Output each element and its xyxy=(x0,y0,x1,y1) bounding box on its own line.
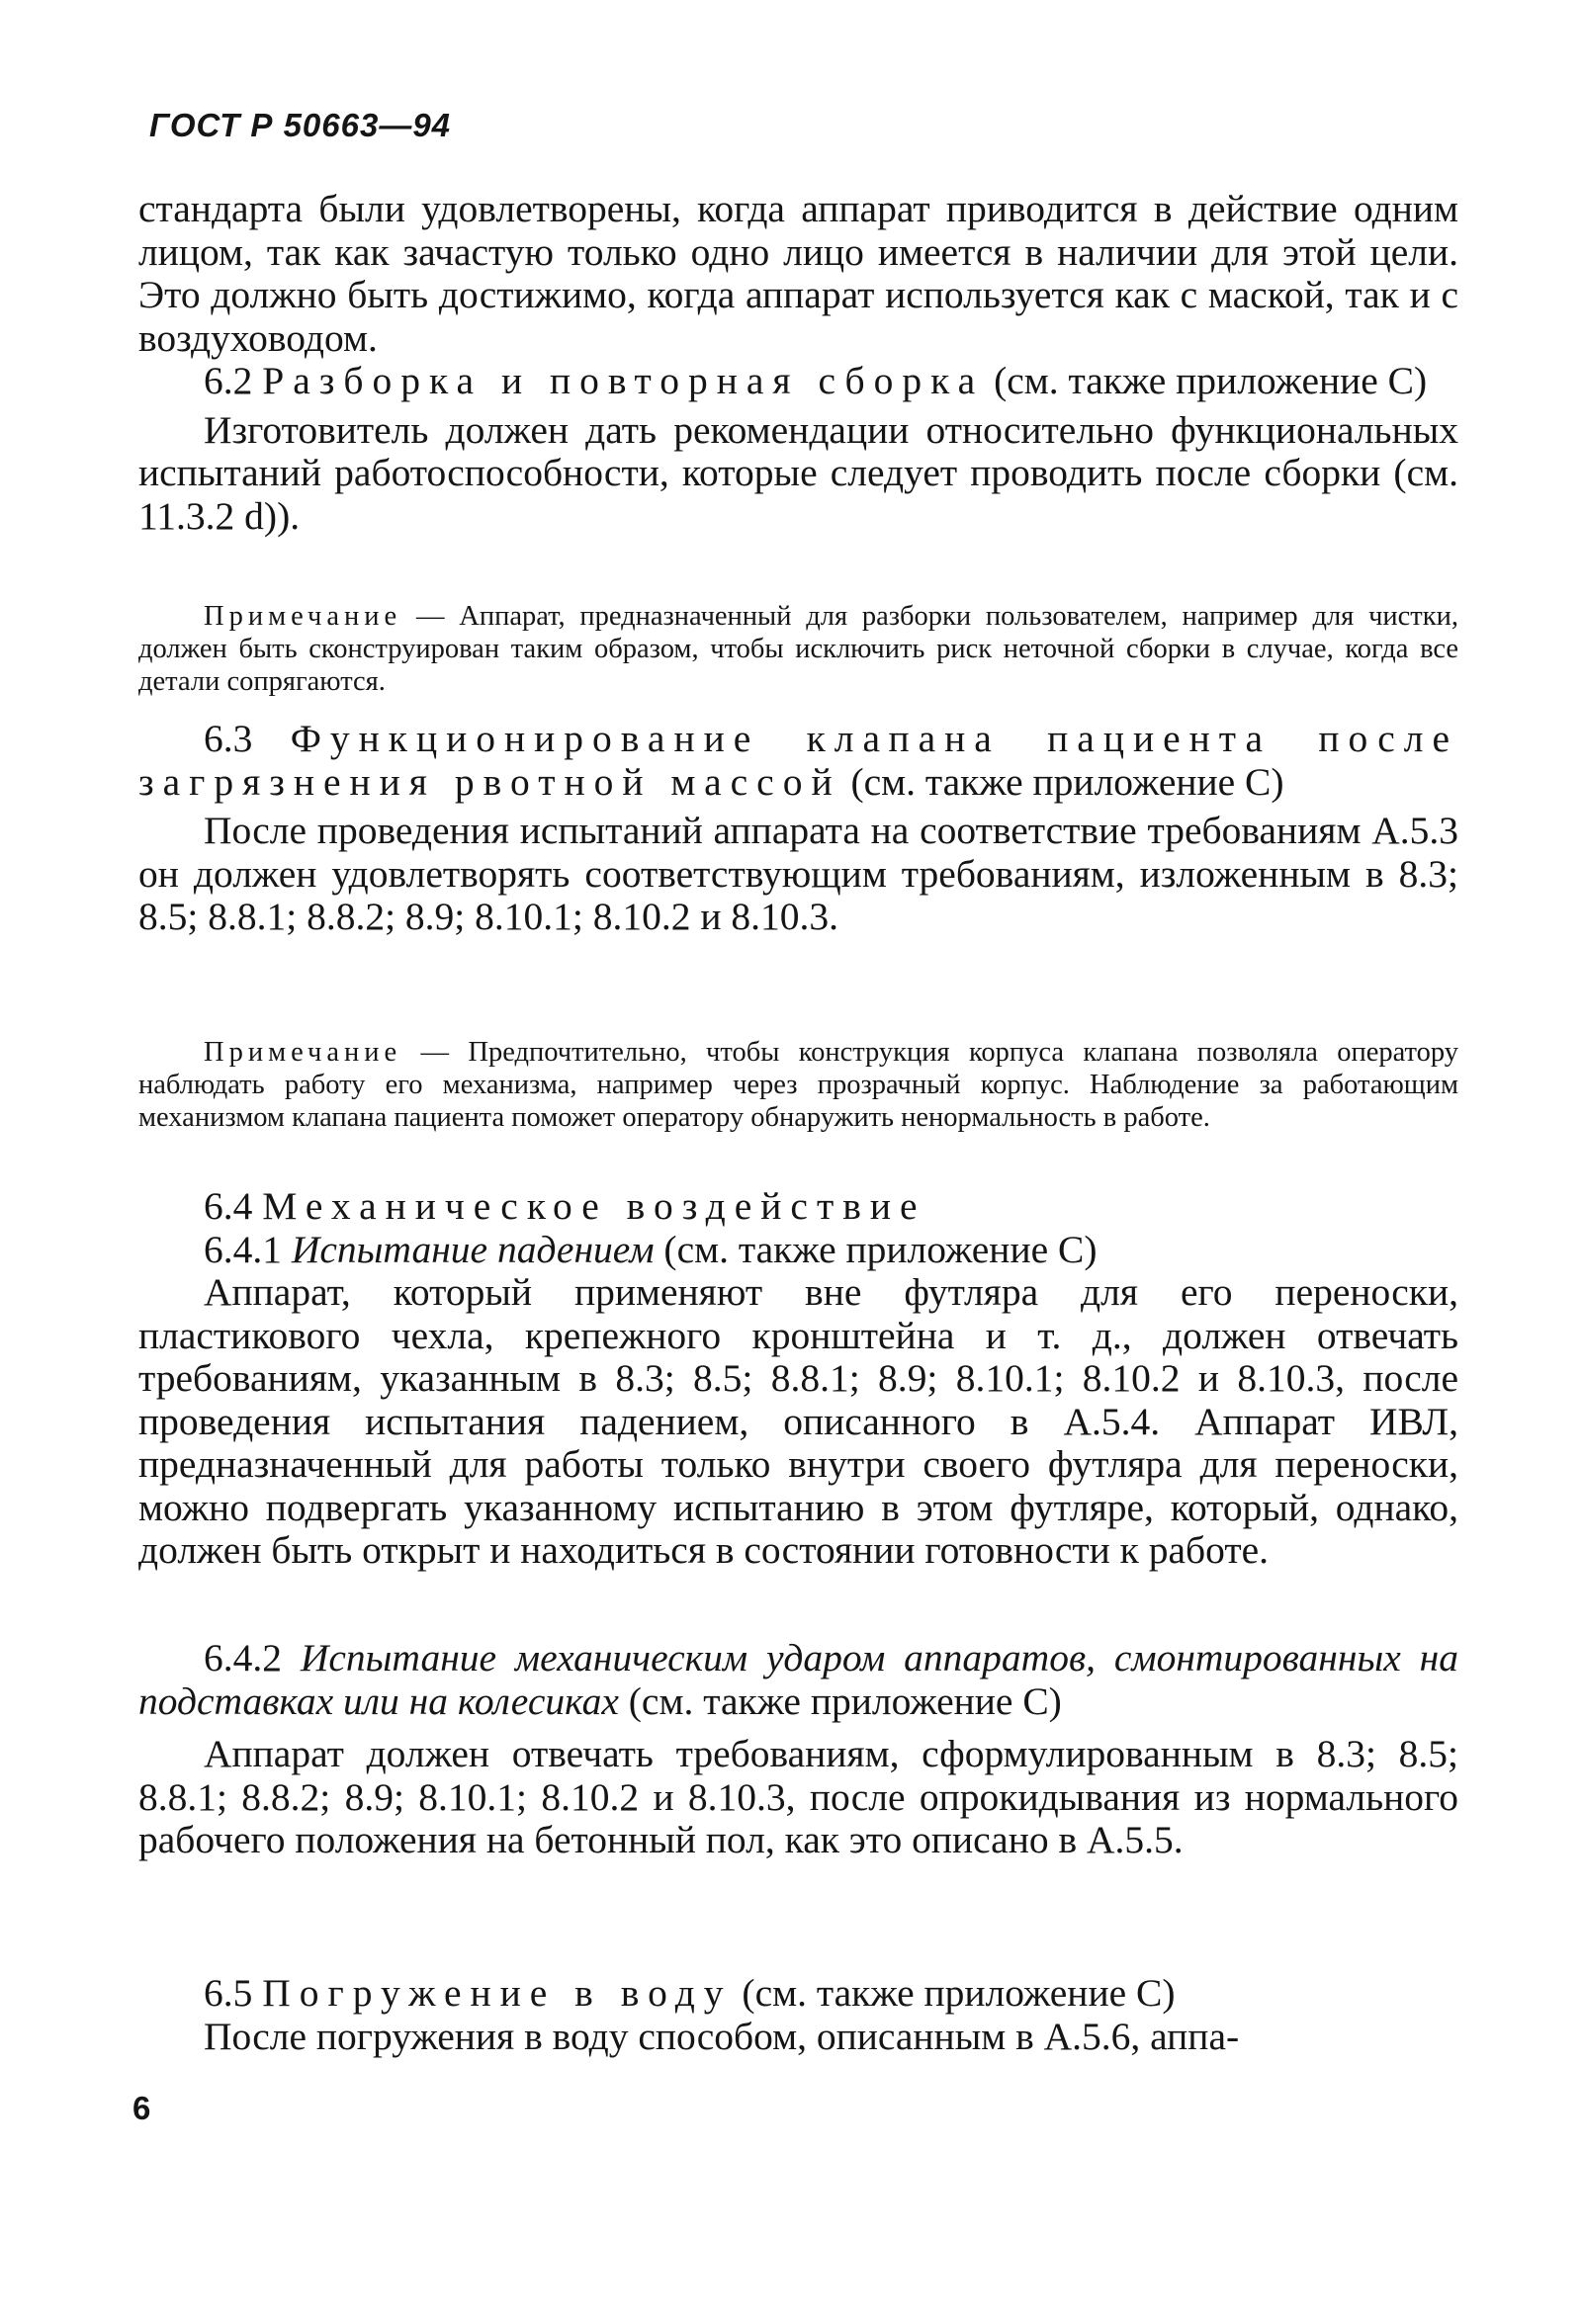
section-6-4-1-heading: 6.4.1 Испытание падением (см. также приложение С) xyxy=(204,1227,1098,1271)
section-6-4-heading: 6.4 Механическое воздействие xyxy=(204,1184,926,1228)
section-6-3 xyxy=(138,718,1458,939)
note-1: Примечание — Аппарат, предназначенный для разборки пользователем, например для чистки, должен быть сконструирован таким образом, чтобы исключить риск неточной сборки в случае, когда все детали сопрягаются. xyxy=(138,601,1458,697)
page-number: 6 xyxy=(132,2090,151,2126)
section-6-2-heading: 6.2 Разборка и повторная сборка (см. также приложение С) xyxy=(204,359,1428,402)
note-2: Примечание — Предпочтительно, чтобы конструкция корпуса клапана позволяла оператору наблюдать работу его механизма, например через прозрачный корпус. Наблюдение за работающим механизмом клапана пациента поможет оператору обнаружить ненормальность в работе. xyxy=(138,1037,1458,1133)
section-6-4-1-text: Аппарат, который применяют вне футляра для его переноски, пластикового чехла, крепежного кронштейна и т. д., должен отвечать требованиям, указанным в 8.3; 8.5; 8.8.1; 8.9; 8.10.1; 8.10.2 и 8.10.3, после проведения испытания падением, описанного в А.5.4. Аппарат ИВЛ, предназначенный для работы только внутри своего футляра для переноски, можно подвергать указанному испытанию в этом футляре, который, однако, должен быть открыт и находиться в состоянии готовности к работе. xyxy=(138,1270,1458,1572)
section-6-4 xyxy=(138,1185,1458,1573)
section-6-3-text: После проведения испытаний аппарата на соответствие требованиям А.5.3 он должен удовлетворять соответствующим требованиям, изложенным в 8.3; 8.5; 8.8.1; 8.8.2; 8.9; 8.10.1; 8.10.2 и 8.10.3. xyxy=(138,809,1458,938)
document-page xyxy=(138,0,1458,2324)
note-label: Примечание xyxy=(204,1037,402,1068)
section-6-2 xyxy=(138,360,1458,538)
running-header: ГОСТ Р 50663—94 xyxy=(149,107,452,143)
section-6-4-2-heading: 6.4.2 Испытание механическим ударом аппаратов, смонтированных на подставках или на колесиках (см. также приложение С) xyxy=(138,1636,1458,1723)
section-6-5 xyxy=(138,1972,1458,2058)
section-6-3-heading: 6.3 Функционирование клапана пациента после загрязнения рвотной массой (см. также приложение С) xyxy=(138,717,1459,804)
continuation-paragraph: стандарта были удовлетворены, когда аппарат приводится в действие одним лицом, так как зачастую только одно лицо имеется в наличии для этой цели. Это должно быть достижимо, когда аппарат используется как с маской, так и с воздуховодом. xyxy=(138,187,1458,360)
section-6-5-heading: 6.5 Погружение в воду (см. также приложение С) xyxy=(204,1971,1176,2015)
section-6-2-text: Изготовитель должен дать рекомендации относительно функциональных испытаний работоспособности, которые следует проводить после сборки (см. 11.3.2 d)). xyxy=(138,407,1458,538)
section-6-4-2 xyxy=(138,1637,1458,1862)
section-6-5-text: После погружения в воду способом, описанным в А.5.6, аппа- xyxy=(204,2014,1240,2058)
note-label: Примечание xyxy=(204,601,402,632)
section-6-4-2-text: Аппарат должен отвечать требованиям, сформулированным в 8.3; 8.5; 8.8.1; 8.8.2; 8.9; 8.10.1; 8.10.2 и 8.10.3, после опрокидывания из нормального рабочего положения на бетонный пол, как это описано в А.5.5. xyxy=(138,1732,1458,1861)
